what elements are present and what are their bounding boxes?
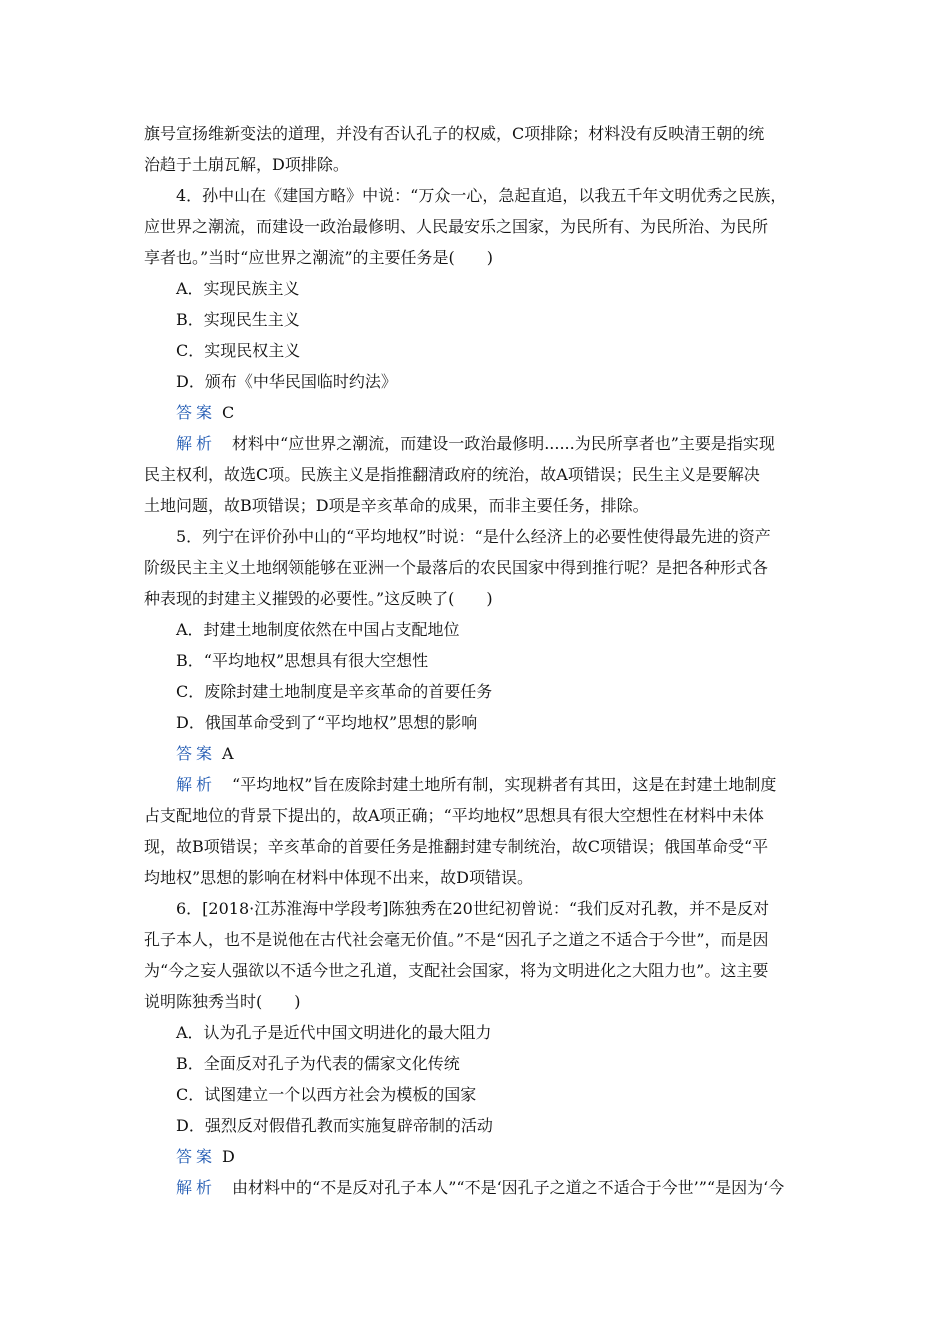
option-a: A．实现民族主义	[176, 279, 300, 298]
analysis-line: 现，故B项错误；辛亥革命的首要任务是推翻封建专制统治，故C项错误；俄国革命受“平	[144, 837, 769, 856]
answer-value: D	[222, 1147, 235, 1166]
question-stem-line: 阶级民主主义土地纲领能够在亚洲一个最落后的农民国家中得到推行呢？是把各种形式各	[144, 558, 769, 577]
analysis-text: “平均地权”旨在废除封建土地所有制，实现耕者有其田，这是在封建土地制度	[232, 775, 777, 794]
option-d: D．俄国革命受到了“平均地权”思想的影响	[176, 713, 478, 732]
analysis-tag: 解析	[176, 775, 217, 794]
answer-line	[144, 397, 812, 428]
option-d: D．颁布《中华民国临时约法》	[176, 372, 397, 391]
answer-tag: 答案	[176, 403, 217, 422]
question-stem-line: 说明陈独秀当时( )	[144, 992, 301, 1011]
analysis-line: 占支配地位的背景下提出的，故A项正确；“平均地权”思想具有很大空想性在材料中未体	[144, 806, 764, 825]
text-line: 治趋于土崩瓦解，D项排除。	[144, 155, 349, 174]
answer-value: C	[222, 403, 235, 422]
option-c: C．废除封建土地制度是辛亥革命的首要任务	[176, 682, 493, 701]
option-b: B．实现民生主义	[176, 310, 300, 329]
question-5	[144, 521, 812, 893]
answer-tag: 答案	[176, 1147, 217, 1166]
question-stem-line: 享者也。”当时“应世界之潮流”的主要任务是( )	[144, 248, 494, 267]
question-4	[144, 180, 812, 521]
answer-value: A	[222, 744, 234, 763]
option-d: D．强烈反对假借孔教而实施复辟帝制的活动	[176, 1116, 493, 1135]
option-a: A．认为孔子是近代中国文明进化的最大阻力	[176, 1023, 492, 1042]
analysis-tag: 解析	[176, 434, 217, 453]
answer-line	[144, 738, 812, 769]
analysis-line	[144, 428, 812, 459]
question-stem-line: 6．[2018·江苏淮海中学段考]陈独秀在20世纪初曾说：“我们反对孔教，并不是反对	[176, 899, 770, 918]
analysis-line: 民主权利，故选C项。民族主义是指推翻清政府的统治，故A项错误；民生主义是要解决	[144, 465, 760, 484]
question-stem-line: 4．孙中山在《建国方略》中说：“万众一心，急起直追，以我五千年文明优秀之民族，	[176, 186, 787, 205]
analysis-line: 土地问题，故B项错误；D项是辛亥革命的成果，而非主要任务，排除。	[144, 496, 649, 515]
question-stem-line: 应世界之潮流，而建设一政治最修明、人民最安乐之国家，为民所有、为民所治、为民所	[144, 217, 769, 236]
option-a: A．封建土地制度依然在中国占支配地位	[176, 620, 460, 639]
analysis-line	[144, 769, 812, 800]
text-line: 旗号宣扬维新变法的道理，并没有否认孔子的权威，C项排除；材料没有反映清王朝的统	[144, 124, 765, 143]
analysis-line: 均地权”思想的影响在材料中体现不出来，故D项错误。	[144, 868, 534, 887]
question-stem-line: 5．列宁在评价孙中山的“平均地权”时说：“是什么经济上的必要性使得最先进的资产	[176, 527, 771, 546]
analysis-text: 由材料中的“不是反对孔子本人”“不是‘因孔子之道之不适合于今世’”“是因为‘今	[232, 1178, 785, 1197]
analysis-line	[144, 1172, 812, 1203]
question-6	[144, 893, 812, 1203]
question-stem-line: 孔子本人，也不是说他在古代社会毫无价值。”不是“因孔子之道之不适合于今世”，而是因	[144, 930, 769, 949]
prev-analysis	[144, 118, 812, 180]
analysis-text: 材料中“应世界之潮流，而建设一政治最修明......为民所享者也”主要是指实现	[232, 434, 775, 453]
answer-line	[144, 1141, 812, 1172]
question-stem-line: 种表现的封建主义摧毁的必要性。”这反映了( )	[144, 589, 493, 608]
option-b: B．全面反对孔子为代表的儒家文化传统	[176, 1054, 460, 1073]
option-c: C．试图建立一个以西方社会为模板的国家	[176, 1085, 477, 1104]
document-page	[144, 118, 812, 1203]
answer-tag: 答案	[176, 744, 217, 763]
option-c: C．实现民权主义	[176, 341, 301, 360]
question-stem-line: 为“今之妄人强欲以不适今世之孔道，支配社会国家，将为文明进化之大阻力也”。这主要	[144, 961, 769, 980]
analysis-tag: 解析	[176, 1178, 217, 1197]
option-b: B．“平均地权”思想具有很大空想性	[176, 651, 429, 670]
